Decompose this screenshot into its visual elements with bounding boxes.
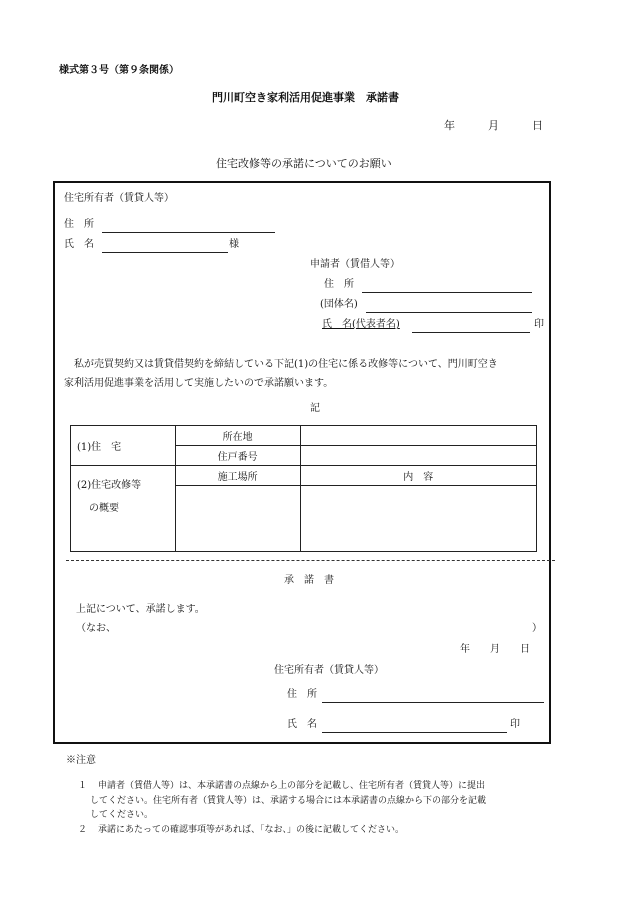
consent-seal: 印 xyxy=(510,719,520,730)
record-table xyxy=(70,425,537,552)
applicant-org-field[interactable] xyxy=(366,312,532,313)
renovation-label-2: の概要 xyxy=(89,503,119,514)
request-body-line-2: 家利活用促進事業を活用して実施したいので承諾願います。 xyxy=(64,378,334,389)
notes-heading: ※注意 xyxy=(66,755,96,766)
header-date-line: 年 月 日 xyxy=(444,119,543,132)
door-number-label-cell xyxy=(175,446,300,466)
consent-text: 上記について、承諾します。 xyxy=(76,604,205,615)
owner-address-field[interactable] xyxy=(102,232,275,233)
location-value-cell[interactable] xyxy=(300,426,536,446)
location-label: 所在地 xyxy=(222,432,253,443)
consent-note-open: （なお、 xyxy=(76,623,116,634)
applicant-heading: 申請者（賃借人等） xyxy=(310,259,400,270)
door-number-value-cell[interactable] xyxy=(300,446,536,466)
note-1-number: １ xyxy=(78,781,88,791)
owner-heading: 住宅所有者（賃貸人等） xyxy=(64,193,174,204)
ki-marker: 記 xyxy=(310,403,320,414)
consent-address-label: 住 所 xyxy=(287,689,317,700)
note-1-line-2: してください。住宅所有者（賃貸人等）は、承諾する場合には本承諾書の点線から下の部分を記載 xyxy=(90,796,487,806)
house-label-cell xyxy=(71,426,176,466)
request-body-line-1: 私が売買契約又は賃貸借契約を締結している下記(1)の住宅に係る改修等について、門川町空き xyxy=(74,359,498,370)
owner-name-field[interactable] xyxy=(102,252,228,253)
document-title: 門川町空き家利活用促進事業 承諾書 xyxy=(212,91,399,104)
location-label-cell xyxy=(175,426,300,446)
applicant-name-field[interactable] xyxy=(412,332,530,333)
form-number: 様式第３号（第９条関係） xyxy=(59,65,179,76)
note-1-line-3: してください。 xyxy=(90,810,154,820)
consent-owner-heading: 住宅所有者（賃貸人等） xyxy=(274,665,384,676)
dotted-separator xyxy=(66,560,555,561)
applicant-org-label: (団体名) xyxy=(320,299,358,310)
note-1-line-1: 申請者（賃借人等）は、本承諾書の点線から上の部分を記載し、住宅所有者（賃貸人等）に提出 xyxy=(98,781,486,791)
content-value-cell[interactable] xyxy=(300,486,536,552)
consent-name-label: 氏 名 xyxy=(287,719,317,730)
consent-note-close: ） xyxy=(532,623,542,634)
renovation-label-cell xyxy=(71,466,176,552)
owner-honorific: 様 xyxy=(229,239,239,250)
construction-site-header-cell xyxy=(175,466,300,486)
applicant-address-field[interactable] xyxy=(362,292,532,293)
house-label: (1)住 宅 xyxy=(77,442,122,453)
note-2-number: ２ xyxy=(78,825,88,835)
consent-heading: 承 諾 書 xyxy=(284,575,334,586)
request-subtitle: 住宅改修等の承諾についてのお願い xyxy=(216,157,392,170)
applicant-address-label: 住 所 xyxy=(324,279,354,290)
consent-address-field[interactable] xyxy=(322,702,544,703)
content-header: 内 容 xyxy=(403,472,434,483)
content-header-cell xyxy=(300,466,536,486)
consent-date-line: 年 月 日 xyxy=(460,644,530,655)
note-2-text: 承諾にあたっての確認事項等があれば、「なお、」の後に記載してください。 xyxy=(98,825,405,835)
owner-name-label: 氏 名 xyxy=(64,239,94,250)
applicant-name-label: 氏 名(代表者名) xyxy=(322,319,400,330)
consent-name-field[interactable] xyxy=(322,732,507,733)
construction-site-value-cell[interactable] xyxy=(175,486,300,552)
door-number-label: 住戸番号 xyxy=(217,452,258,463)
renovation-label-1: (2)住宅改修等 xyxy=(77,480,142,491)
applicant-seal: 印 xyxy=(534,319,544,330)
owner-address-label: 住 所 xyxy=(64,219,94,230)
construction-site-header: 施工場所 xyxy=(217,472,258,483)
